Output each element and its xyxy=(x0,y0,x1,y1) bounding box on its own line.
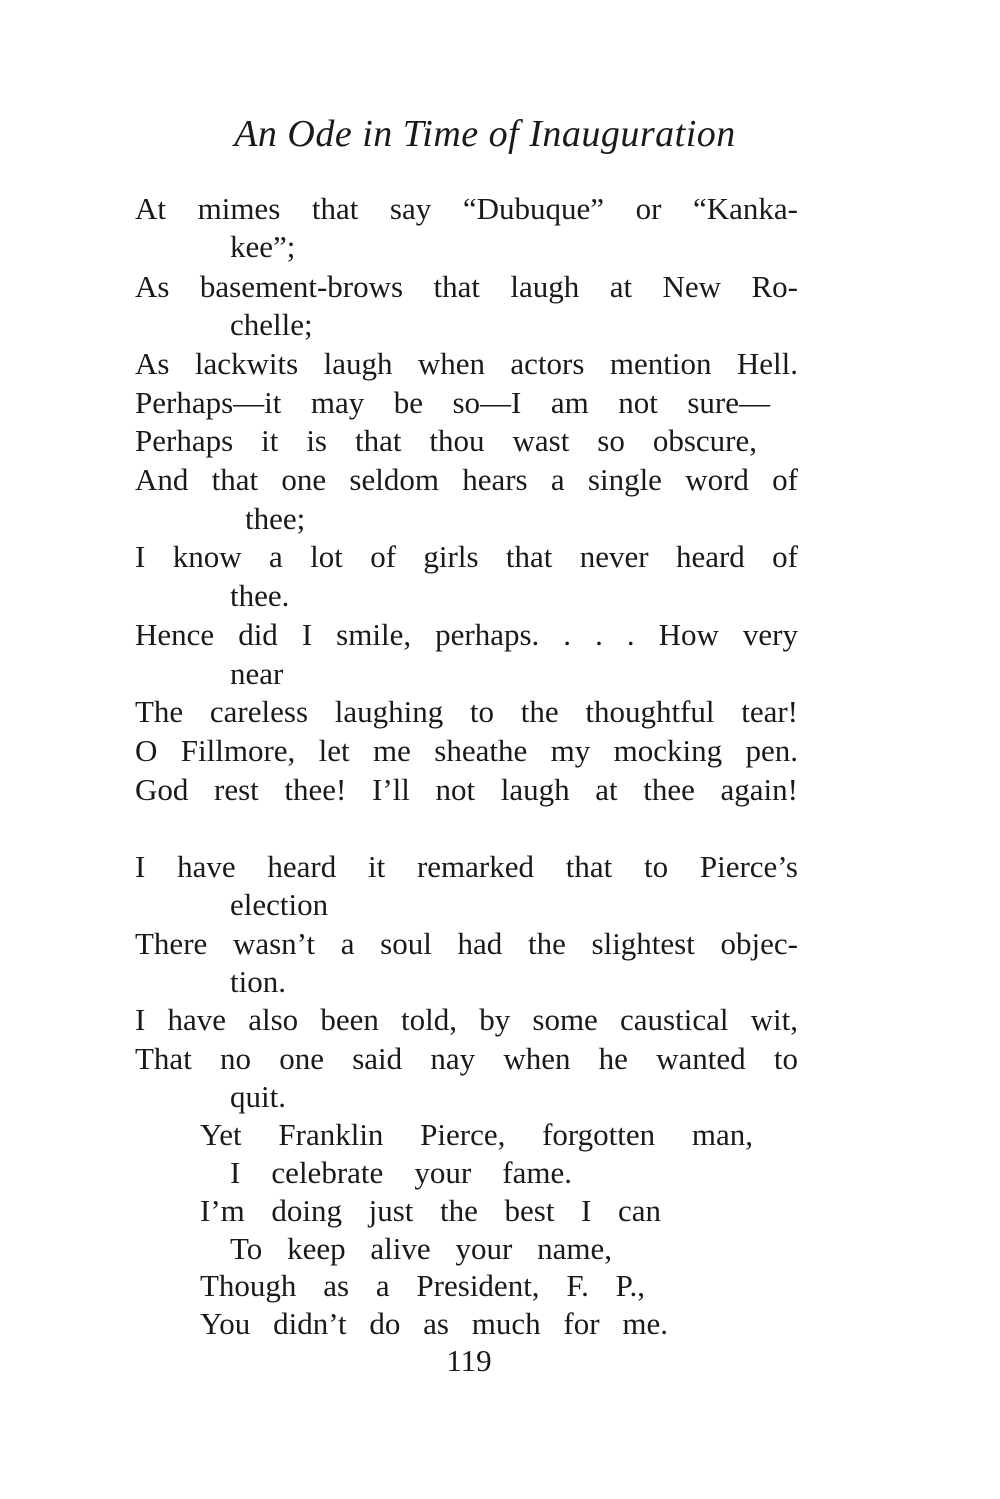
poem-line-continuation: quit. xyxy=(230,1079,286,1114)
poem-line: As lackwits laugh when actors mention Hell. xyxy=(135,346,798,381)
poem-line: And that one seldom hears a single word of xyxy=(135,462,798,497)
poem-line-indented: I celebrate your fame. xyxy=(230,1155,572,1190)
poem-line-indented: To keep alive your name, xyxy=(230,1231,612,1266)
poem-line-continuation: thee. xyxy=(230,578,290,613)
poem-line-continuation: chelle; xyxy=(230,307,313,342)
poem-line: O Fillmore, let me sheathe my mocking pen. xyxy=(135,733,798,768)
poem-line-continuation: election xyxy=(230,887,329,922)
poem-line-continuation: kee”; xyxy=(230,229,296,264)
poem-line: Hence did I smile, perhaps. . . . How very xyxy=(135,617,798,652)
poem-line-continuation: near xyxy=(230,656,284,691)
poem-line: I have heard it remarked that to Pierce’s xyxy=(135,849,798,884)
poem-line: That no one said nay when he wanted to xyxy=(135,1041,798,1076)
poem-line: Yet Franklin Pierce, forgotten man, xyxy=(200,1117,753,1152)
poem-line: I’m doing just the best I can xyxy=(200,1193,661,1228)
poem-line: Though as a President, F. P., xyxy=(200,1268,645,1303)
poem-line: There wasn’t a soul had the slightest objec- xyxy=(135,926,798,961)
poem-line-continuation: thee; xyxy=(245,501,306,536)
poem-line: God rest thee! I’ll not laugh at thee again! xyxy=(135,772,798,807)
poem-line: The careless laughing to the thoughtful tear! xyxy=(135,694,798,729)
page-number: 119 xyxy=(446,1343,492,1378)
poem-line: I know a lot of girls that never heard of xyxy=(135,539,798,574)
running-head: An Ode in Time of Inauguration xyxy=(234,113,736,155)
poem-line-continuation: tion. xyxy=(230,964,286,999)
poem-line: At mimes that say “Dubuque” or “Kanka- xyxy=(135,191,798,226)
poem-line: Perhaps it is that thou wast so obscure, xyxy=(135,423,757,458)
poem-line: You didn’t do as much for me. xyxy=(200,1306,668,1341)
poem-line: I have also been told, by some caustical wit, xyxy=(135,1002,798,1037)
poem-line: As basement-brows that laugh at New Ro- xyxy=(135,269,798,304)
poem-line: Perhaps—it may be so—I am not sure— xyxy=(135,385,770,420)
